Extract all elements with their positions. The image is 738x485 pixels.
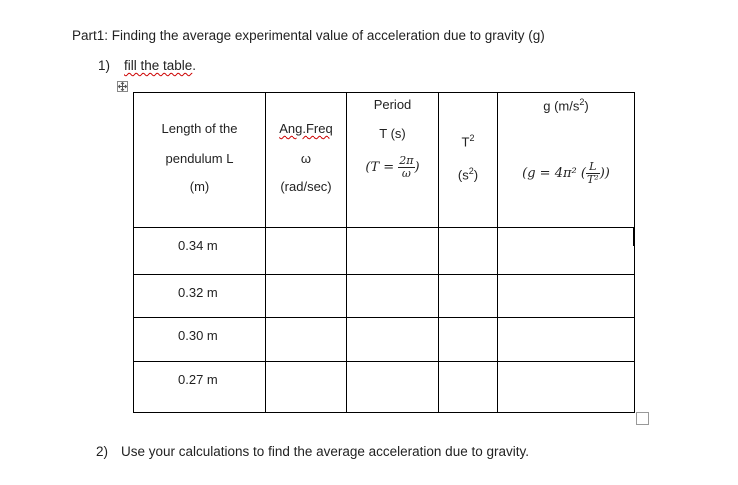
step-2-text: Use your calculations to find the average acceleration due to gravity. <box>121 444 529 459</box>
header-period-line1: Period <box>373 97 412 112</box>
header-angfreq[interactable] <box>266 93 347 228</box>
move-arrows-icon <box>118 82 127 91</box>
row-4-tsquared[interactable] <box>439 362 498 413</box>
row-2-angfreq[interactable] <box>266 275 347 318</box>
data-table <box>133 92 635 413</box>
step-1-text: fill the table <box>124 58 193 73</box>
header-period-formula: (T = $\frac{2\pi}{\omega}$ ) <box>365 154 420 180</box>
row-2-g[interactable] <box>498 275 635 318</box>
header-g-formula: (g = 4π² ( $\frac{L}{\text{T²}}$ )) <box>522 160 610 186</box>
step-1-number: 1) <box>98 58 111 73</box>
g-fraction: $\frac{L}{\text{T²}}$ <box>586 160 599 186</box>
header-period-line2: T (s) <box>379 126 406 141</box>
step-1 <box>98 58 196 73</box>
header-tsquared-unit: $(s^2)$ <box>457 166 479 183</box>
header-length-line1: Length of the <box>161 121 238 136</box>
row-1-tsquared[interactable] <box>439 228 498 275</box>
row-3-period[interactable] <box>347 318 439 362</box>
step-2-number: 2) <box>96 444 109 459</box>
header-tsquared[interactable] <box>439 93 498 228</box>
row-2-length[interactable]: 0.32 m <box>134 275 266 318</box>
header-angfreq-line1: Ang.Freq <box>279 121 333 136</box>
period-fraction: $\frac{2\pi}{\omega}$ <box>399 154 414 180</box>
row-4-g[interactable] <box>498 362 635 413</box>
row-1-period[interactable] <box>347 228 439 275</box>
row-3-length[interactable]: 0.30 m <box>134 318 266 362</box>
row-2-tsquared[interactable] <box>439 275 498 318</box>
table-row <box>134 228 635 275</box>
table-row <box>134 318 635 362</box>
step-1-period: . <box>192 58 197 73</box>
row-1-angfreq[interactable] <box>266 228 347 275</box>
row-3-tsquared[interactable] <box>439 318 498 362</box>
header-length-line3: (m) <box>189 179 210 194</box>
header-length-line2: pendulum L <box>165 151 234 166</box>
header-angfreq-unit: (rad/sec) <box>280 179 332 194</box>
header-period[interactable] <box>347 93 439 228</box>
text-cursor <box>633 228 635 246</box>
row-2-period[interactable] <box>347 275 439 318</box>
header-tsquared-line1: $T^2$ <box>461 133 475 150</box>
resize-handle-icon[interactable] <box>636 412 649 425</box>
step-2 <box>96 444 529 459</box>
row-4-period[interactable] <box>347 362 439 413</box>
header-row <box>134 93 635 228</box>
row-4-angfreq[interactable] <box>266 362 347 413</box>
row-1-length[interactable]: 0.34 m <box>134 228 266 275</box>
table-move-handle[interactable] <box>117 81 128 92</box>
row-1-g[interactable] <box>498 228 635 275</box>
header-g-line1: g $(m/s^2)$ <box>543 97 589 114</box>
header-length[interactable] <box>134 93 266 228</box>
row-3-angfreq[interactable] <box>266 318 347 362</box>
part-title: Part1: Finding the average experimental value of acceleration due to gravity (g) <box>72 28 545 43</box>
table-row <box>134 362 635 413</box>
table-row <box>134 275 635 318</box>
row-4-length[interactable]: 0.27 m <box>134 362 266 413</box>
header-angfreq-omega: ω <box>300 151 312 166</box>
row-3-g[interactable] <box>498 318 635 362</box>
header-g[interactable] <box>498 93 635 228</box>
